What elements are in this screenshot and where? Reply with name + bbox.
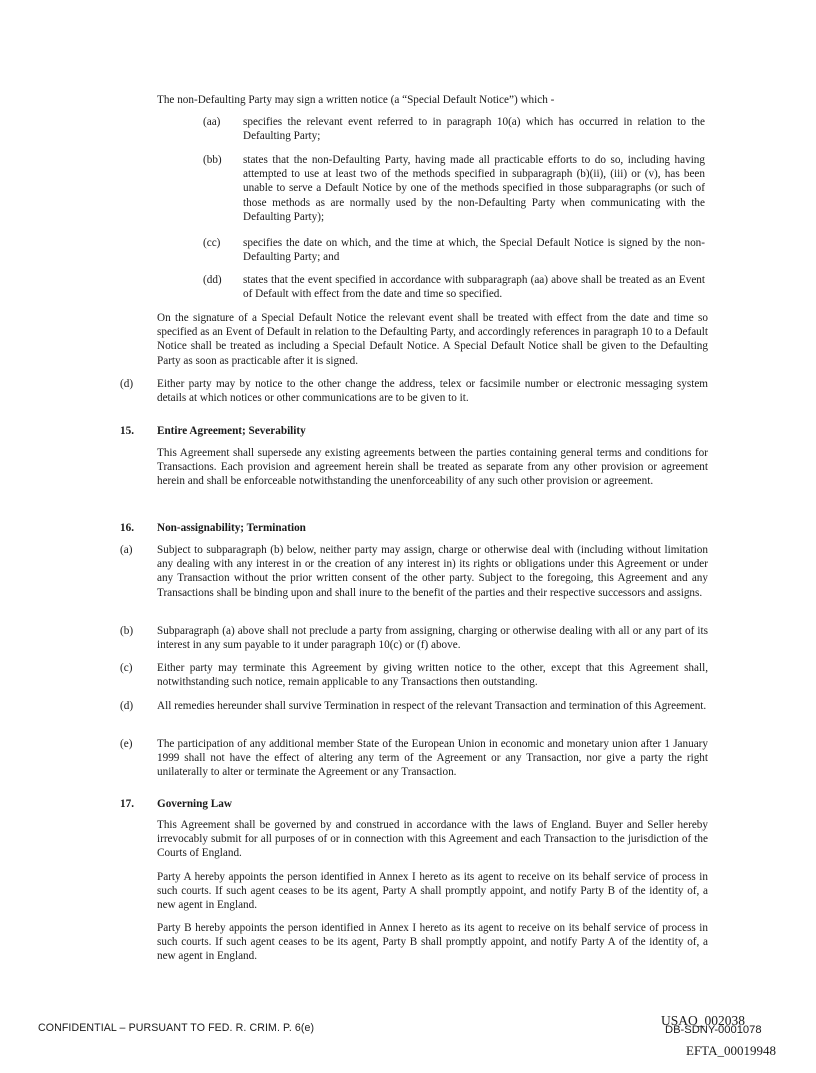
section-paragraph: Party B hereby appoints the person identified in Annex I hereto as its agent to receive on its behalf service of process in such courts. If such agent ceases to be its agent, Party B shall promptly appoint, and notify Party A of the identity of, a new agent in England. — [157, 922, 708, 963]
sub-item-text: states that the non-Defaulting Party, having made all practicable efforts to do so, including having attempted to use at least two of the methods specified in subparagraph (b)(ii), (iii) or (v), has been unable to serve a Default Notice by one of the methods specified in those subparagraphs (or such of those methods as are normally used by the non-Defaulting Party when communicating with the Defaulting Party); — [243, 154, 705, 223]
sub-item-text: specifies the relevant event referred to in paragraph 10(a) which has occurred in relation to the Defaulting Party; — [243, 116, 705, 143]
section-paragraph: Party A hereby appoints the person identified in Annex I hereto as its agent to receive on its behalf service of process in such courts. If such agent ceases to be its agent, Party A shall promptly appoint, and notify Party B of the identity of, a new agent in England. — [157, 871, 708, 912]
sub-item-label: (aa) — [203, 116, 221, 128]
special-default-paragraph: On the signature of a Special Default Notice the relevant event shall be treated with effect from the date and time so specified as an Event of Default in relation to the Defaulting Party, and accordingly references in paragraph 10 to a Default Notice shall be treated as including a Special Default Notice. A Special Default Notice shall be given to the Defaulting Party as soon as practicable after it is signed. — [157, 312, 708, 367]
section-paragraph: This Agreement shall be governed by and construed in accordance with the laws of England. Buyer and Seller hereby irrevocably submit for all purposes of or in connection with this Agreement and each Transaction to the jurisdiction of the Courts of England. — [157, 819, 708, 860]
sub-item-text: states that the event specified in accordance with subparagraph (aa) above shall be treated as an Event of Default with effect from the date and time so specified. — [243, 274, 705, 301]
item-text: All remedies hereunder shall survive Termination in respect of the relevant Transaction and termination of this Agreement. — [157, 700, 707, 712]
item-text: Either party may by notice to the other change the address, telex or facsimile number or electronic messaging system details at which notices or other communications are to be given to it. — [157, 378, 708, 405]
item-text: Subject to subparagraph (b) below, neither party may assign, charge or otherwise deal with (including without limitation any dealing with any interest in or the creation of any interest in) its rights or obligations under this Agreement or under any Transaction without the prior written consent of the other party. Subject to the foregoing, this Agreement and any Transactions shall be binding upon and shall inure to the benefit of the parties and their respective successors and assigns. — [157, 544, 708, 599]
sub-item-text: specifies the date on which, and the time at which, the Special Default Notice is signed by the non-Defaulting Party; and — [243, 237, 705, 264]
intro-paragraph: The non-Defaulting Party may sign a written notice (a “Special Default Notice”) which - — [157, 94, 555, 106]
sub-item-label: (bb) — [203, 154, 222, 166]
section-title: Non-assignability; Termination — [157, 522, 306, 534]
item-text: The participation of any additional member State of the European Union in economic and monetary union after 1 January 1999 shall not have the effect of altering any term of the Agreement or any Transaction, nor give a party the right unilaterally to alter or terminate the Agreement or any Transaction. — [157, 738, 708, 779]
section-title: Entire Agreement; Severability — [157, 425, 306, 437]
section-number: 16. — [120, 522, 134, 534]
section-paragraph: This Agreement shall supersede any existing agreements between the parties containing general terms and conditions for Transactions. Each provision and agreement herein shall be treated as separate from any other provision or agreement herein and shall be enforceable notwithstanding the unenforceability of any such other provision or agreement. — [157, 447, 708, 488]
usao-bates-number: USAO_002038 — [661, 1013, 746, 1028]
item-text: Either party may terminate this Agreement by giving written notice to the other, except that this Agreement shall, notwithstanding such notice, remain applicable to any Transactions then outstanding. — [157, 662, 708, 689]
section-number: 15. — [120, 425, 134, 437]
db-sdny-bates-number: DB-SDNY-0001078 — [665, 1024, 762, 1036]
section-title: Governing Law — [157, 798, 232, 810]
item-label: (a) — [120, 544, 133, 556]
item-label: (c) — [120, 662, 133, 674]
item-label: (d) — [120, 378, 134, 390]
item-text: Subparagraph (a) above shall not preclude a party from assigning, charging or otherwise dealing with all or any part of its interest in any sum payable to it under paragraph 10(c) or (f) above. — [157, 625, 708, 652]
confidential-footer: CONFIDENTIAL – PURSUANT TO FED. R. CRIM. P. 6(e) — [38, 1022, 315, 1034]
efta-bates-number: EFTA_00019948 — [686, 1043, 776, 1058]
section-number: 17. — [120, 798, 134, 810]
item-label: (d) — [120, 700, 134, 712]
item-label: (b) — [120, 625, 134, 637]
sub-item-label: (cc) — [203, 237, 221, 249]
item-label: (e) — [120, 738, 133, 750]
sub-item-label: (dd) — [203, 274, 222, 286]
